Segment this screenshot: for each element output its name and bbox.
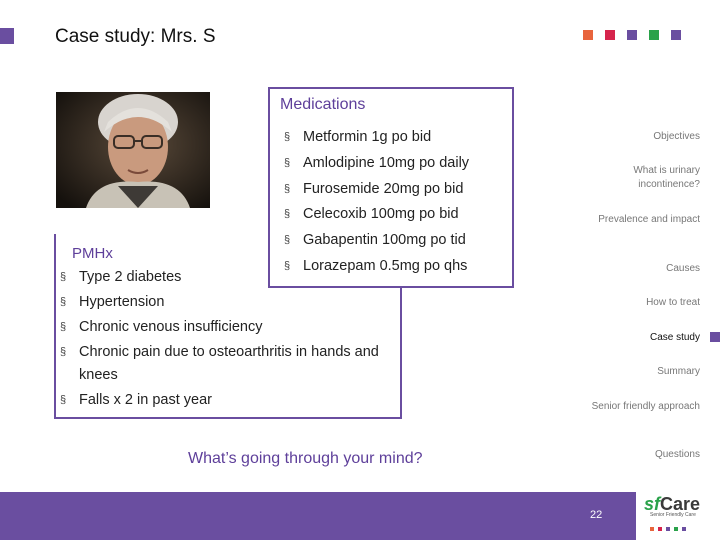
list-item	[284, 202, 469, 228]
bullet-icon: §	[284, 208, 291, 221]
medication-item: Lorazepam 0.5mg po qhs	[303, 257, 468, 274]
bullet-icon: §	[60, 394, 67, 406]
nav-item-senior-friendly-approach[interactable]: Senior friendly approach	[591, 401, 700, 412]
list-item	[284, 125, 469, 151]
logo-dot	[658, 527, 662, 531]
list-item	[284, 177, 469, 203]
nav-item-summary[interactable]: Summary	[657, 366, 700, 377]
pmhx-item: Chronic venous insufficiency	[79, 319, 263, 335]
medication-item: Celecoxib 100mg po bid	[303, 206, 459, 223]
header-dot	[671, 30, 681, 40]
nav-item-objectives[interactable]: Objectives	[653, 131, 700, 142]
medication-item: Metformin 1g po bid	[303, 129, 432, 145]
discussion-question: What’s going through your mind?	[188, 450, 423, 467]
logo-name: Care	[660, 494, 701, 514]
pmhx-item: Chronic pain due to osteoarthritis in hands and knees	[79, 344, 379, 383]
pmhx-list	[60, 266, 400, 414]
medication-item: Gabapentin 100mg po tid	[303, 232, 466, 249]
bullet-icon: §	[60, 271, 67, 283]
bullet-icon: §	[284, 156, 291, 169]
list-item	[284, 228, 469, 254]
pmhx-item: Hypertension	[79, 294, 165, 310]
list-item	[284, 151, 469, 177]
footer-bar	[0, 492, 636, 540]
header-dot	[605, 30, 615, 40]
nav-item-case-study[interactable]: Case study	[649, 332, 700, 343]
logo-dot	[650, 527, 654, 531]
nav-item-causes[interactable]: Causes	[666, 263, 700, 274]
logo-dot	[682, 527, 686, 531]
slide-title: Case study: Mrs. S	[55, 26, 216, 47]
bullet-icon: §	[284, 131, 291, 143]
logo-prefix: sf	[644, 494, 661, 514]
bullet-icon: §	[60, 346, 67, 358]
list-item	[60, 316, 400, 339]
list-item	[60, 291, 400, 314]
list-item	[60, 389, 400, 412]
logo-dots	[650, 527, 686, 531]
sfcare-logo	[640, 494, 710, 538]
logo-dot	[674, 527, 678, 531]
medications-list	[284, 125, 469, 280]
header-color-dots	[583, 30, 681, 40]
medications-box	[268, 87, 514, 288]
list-item	[60, 341, 400, 387]
list-item	[284, 254, 469, 280]
medication-item: Furosemide 20mg po bid	[303, 180, 464, 197]
header-dot	[583, 30, 593, 40]
bullet-icon: §	[60, 321, 67, 333]
medications-title: Medications	[280, 96, 366, 113]
active-nav-marker	[710, 332, 720, 342]
bullet-icon: §	[60, 296, 67, 308]
bullet-icon: §	[284, 234, 291, 247]
corner-accent-square	[0, 28, 14, 44]
medication-item: Amlodipine 10mg po daily	[303, 154, 470, 171]
nav-item-how-to-treat[interactable]: How to treat	[646, 297, 700, 308]
header-dot	[627, 30, 637, 40]
page-number: 22	[590, 509, 603, 521]
pmhx-item: Falls x 2 in past year	[79, 392, 212, 408]
bullet-icon: §	[284, 182, 291, 195]
nav-item-prevalence-and-impact[interactable]: Prevalence and impact	[598, 214, 700, 225]
nav-item-questions[interactable]: Questions	[654, 449, 700, 460]
nav-item-what-is-urinary-incontinence[interactable]: What is urinary incontinence?	[633, 165, 700, 190]
logo-dot	[666, 527, 670, 531]
header-dot	[649, 30, 659, 40]
patient-photo	[56, 92, 210, 208]
logo-tagline: Senior Friendly Care	[650, 512, 696, 518]
pmhx-item: Type 2 diabetes	[79, 269, 182, 285]
bullet-icon: §	[284, 259, 291, 272]
pmhx-title: PMHx	[72, 245, 113, 262]
